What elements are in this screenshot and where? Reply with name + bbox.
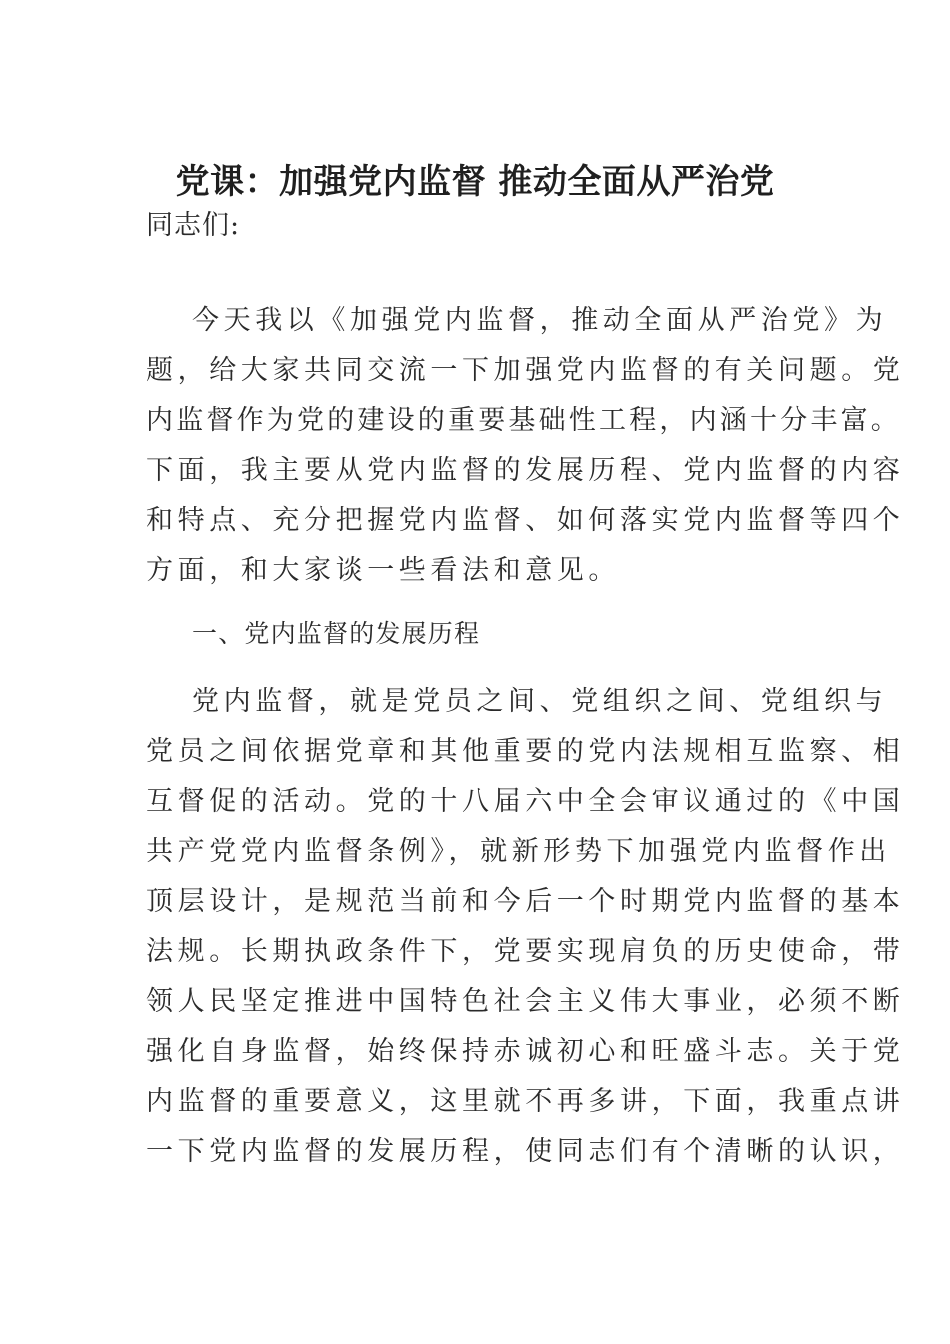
paragraph-line: 一下党内监督的发展历程，使同志们有个清晰的认识， xyxy=(146,1136,905,1167)
paragraph-line: 内监督作为党的建设的重要基础性工程，内涵十分丰富。 xyxy=(146,405,901,436)
paragraph-line: 互督促的活动。党的十八届六中全会审议通过的《中国 xyxy=(146,786,905,817)
paragraph-line: 下面，我主要从党内监督的发展历程、党内监督的内容 xyxy=(146,455,905,486)
document-title: 党课：加强党内监督 推动全面从严治党 xyxy=(175,162,775,202)
paragraph-line: 领人民坚定推进中国特色社会主义伟大事业，必须不断 xyxy=(146,986,905,1017)
paragraph-line: 顶层设计，是规范当前和今后一个时期党内监督的基本 xyxy=(146,886,905,917)
paragraph-line: 党员之间依据党章和其他重要的党内法规相互监察、相 xyxy=(146,736,905,767)
paragraph-line: 法规。长期执政条件下，党要实现肩负的历史使命，带 xyxy=(146,936,905,967)
section-heading: 一、党内监督的发展历程 xyxy=(192,619,481,648)
paragraph-line: 内监督的重要意义，这里就不再多讲，下面，我重点讲 xyxy=(146,1086,905,1117)
paragraph-intro xyxy=(146,296,905,596)
paragraph-line: 共产党党内监督条例》，就新形势下加强党内监督作出 xyxy=(146,836,891,867)
paragraph-body xyxy=(146,677,905,1177)
paragraph-line: 题，给大家共同交流一下加强党内监督的有关问题。党 xyxy=(146,355,905,386)
paragraph-line: 和特点、充分把握党内监督、如何落实党内监督等四个 xyxy=(146,505,905,536)
paragraph-line: 强化自身监督，始终保持赤诚初心和旺盛斗志。关于党 xyxy=(146,1036,905,1067)
paragraph-line: 今天我以《加强党内监督，推动全面从严治党》为 xyxy=(192,305,888,336)
paragraph-line: 党内监督，就是党员之间、党组织之间、党组织与 xyxy=(192,686,888,717)
salutation: 同志们: xyxy=(146,210,241,241)
paragraph-line: 方面，和大家谈一些看法和意见。 xyxy=(146,555,620,586)
